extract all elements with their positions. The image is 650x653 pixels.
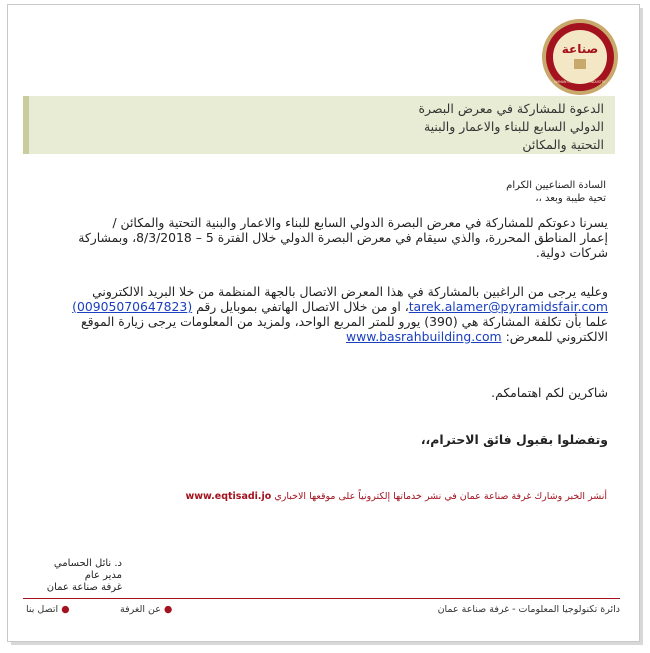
website-link[interactable]: www.basrahbuilding.com (345, 329, 502, 344)
para2-line-4 (8, 329, 608, 344)
para1-line-3: شركات دولية. (535, 245, 608, 260)
bullet-icon: ● (163, 604, 173, 615)
title-line-3: التحتية والمكائن (522, 137, 604, 152)
bullet-icon: ● (61, 604, 70, 615)
para2-line-2 (8, 299, 608, 314)
title-line-1: الدعوة للمشاركة في معرض البصرة (418, 101, 604, 116)
greeting-line-2: تحية طيبة وبعد ،، (535, 193, 606, 204)
footer-about-label: عن الغرفة (120, 604, 161, 615)
promo-text: أنشر الخبر وشارك غرفة صناعة عمان في نشر خدماتها إلكترونياً على موقعها الاخباري (274, 491, 607, 502)
signature-position: مدير عام (84, 570, 122, 581)
phone-link[interactable]: (00905070647823) (72, 299, 193, 314)
para2-line-1: وعليه يرجى من الراغبين بالمشاركة في هذا المعرض الاتصال بالجهة المنظمة من خلا البريد الالكتروني (92, 284, 608, 299)
promo-url[interactable]: www.eqtisadi.jo (185, 491, 272, 502)
invitation-paragraph (8, 215, 608, 260)
signature (22, 558, 122, 594)
footer-about-link[interactable] (120, 604, 172, 615)
footer-divider (23, 598, 620, 599)
footer-contact-link[interactable] (26, 604, 69, 615)
para2-line-3: علما بأن تكلفة المشاركة هي (390) يورو للمتر المربع الواحد، ولمزيد من المعلومات يرجى زيارة الموقع (81, 314, 608, 329)
footer-department: دائرة تكنولوجيا المعلومات - غرفة صناعة عمان (437, 604, 620, 615)
contact-paragraph (8, 284, 608, 344)
para1-line-1: يسرنا دعوتكم للمشاركة في معرض البصرة الدولي السابع للبناء والاعمار والبنية التحتية والمكائن / (112, 215, 608, 230)
promo-line (47, 491, 607, 502)
letter-title (184, 100, 604, 154)
title-line-2: الدولي السابع للبناء والاعمار والبنية (423, 119, 604, 134)
para2-line-2-text: ، او من خلال الاتصال الهاتفي بموبايل رقم (196, 299, 409, 314)
greeting (506, 179, 606, 205)
email-link[interactable]: tarek.alamer@pyramidsfair.com (408, 299, 608, 314)
thanks-text: شاكرين لكم اهتمامكم. (491, 385, 608, 400)
closing-text: وتفضلوا بقبول فائق الاحترام،، (420, 432, 608, 447)
greeting-line-1: السادة الصناعيين الكرام (506, 180, 606, 191)
footer-contact-label: اتصل بنا (26, 604, 59, 615)
chamber-logo (540, 17, 620, 97)
logo-text: صناعة (561, 42, 599, 56)
logo-caption: AMMAN CHAMBER OF INDUSTRY (554, 80, 606, 84)
signature-name: د. نائل الحسامي (53, 558, 122, 569)
website-label: الالكتروني للمعرض: (505, 329, 608, 344)
signature-org: غرفة صناعة عمان (46, 582, 122, 593)
para1-line-2: إعمار المناطق المحررة، والذي سيقام في معرض البصرة الدولي خلال الفترة 5 – 8/3/2018، وبمشاركة (78, 230, 608, 245)
